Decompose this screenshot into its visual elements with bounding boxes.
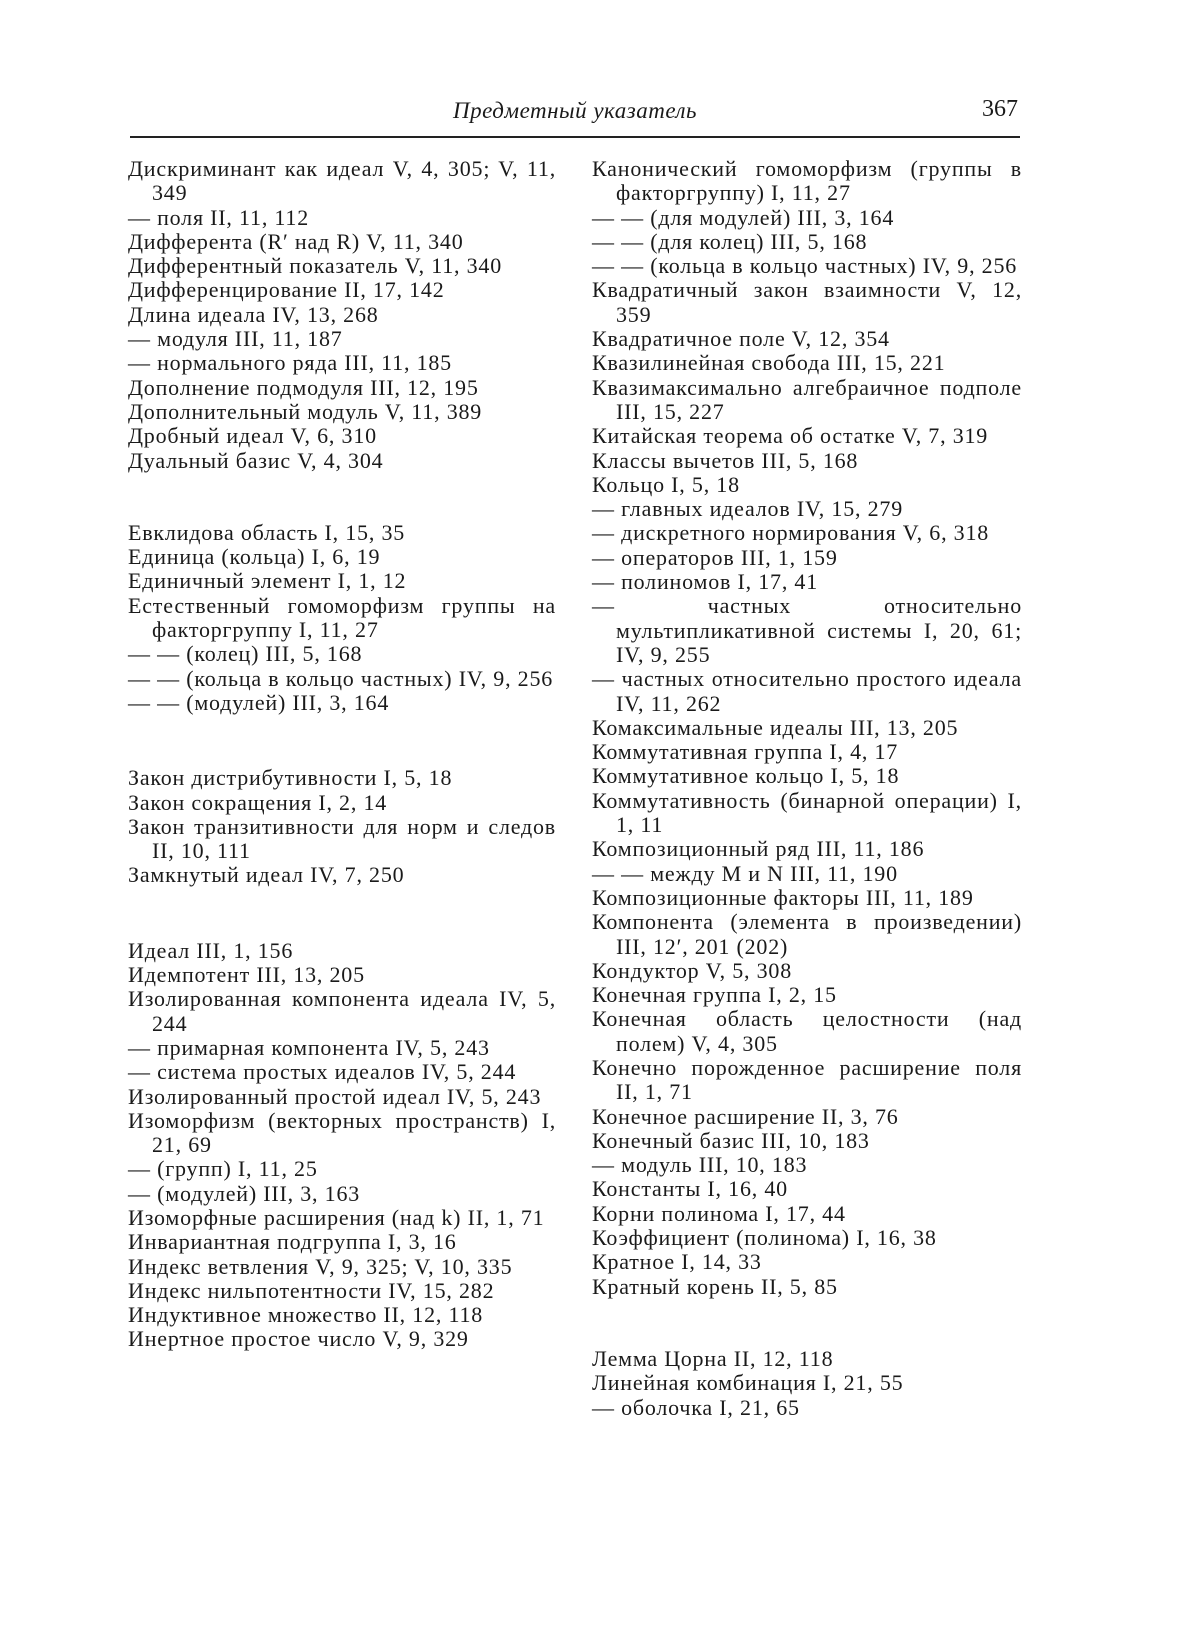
index-entry: Идемпотент III, 13, 205: [128, 962, 365, 988]
index-entry: — (модулей) III, 3, 163: [128, 1180, 361, 1206]
index-entry: Индекс ветвления V, 9, 325; V, 10, 335: [128, 1253, 513, 1279]
index-entry: Комаксимальные идеалы III, 13, 205: [592, 714, 959, 740]
index-entry: — — (для модулей) III, 3, 164: [592, 204, 895, 230]
index-entry: Конечный базис III, 10, 183: [592, 1127, 870, 1153]
index-entry: Лемма Цорна II, 12, 118: [592, 1345, 834, 1371]
index-entry: — частных относительно простого идеала IV, 11, 262: [592, 666, 1022, 716]
index-entry: Естественный гомоморфизм группы на факторгруппу I, 11, 27: [128, 592, 556, 643]
index-entry: Константы I, 16, 40: [592, 1176, 788, 1202]
index-entry: Композиционные факторы III, 11, 189: [592, 884, 974, 910]
index-entry: Изоморфизм (векторных пространств) I, 21, 69: [128, 1107, 556, 1158]
index-group-i: [128, 939, 556, 1352]
index-entry: Дуальный базис V, 4, 304: [128, 447, 384, 473]
index-entry: Замкнутый идеал IV, 7, 250: [128, 862, 405, 888]
index-entry: Кратный корень II, 5, 85: [592, 1273, 838, 1299]
index-entry: — — (для колец) III, 5, 168: [592, 228, 868, 254]
index-entry: Единичный элемент I, 1, 12: [128, 568, 407, 594]
index-entry: Композиционный ряд III, 11, 186: [592, 836, 925, 862]
index-entry: Закон дистрибутивности I, 5, 18: [128, 765, 453, 791]
index-entry: Коммутативность (бинарной операции) I, 1, 11: [592, 787, 1022, 838]
index-entry: Конечная область целостности (над полем) V, 4, 305: [592, 1006, 1022, 1056]
index-entry: Кольцо I, 5, 18: [592, 471, 740, 497]
index-entry: Канонический гомоморфизм (группы в факторгруппу) I, 11, 27: [592, 156, 1022, 206]
index-entry: Корни полинома I, 17, 44: [592, 1200, 846, 1226]
index-entry: — дискретного нормирования V, 6, 318: [592, 520, 990, 546]
index-entry: Идеал III, 1, 156: [128, 937, 294, 963]
index-entry: — модуль III, 10, 183: [592, 1152, 808, 1178]
index-entry: Евклидова область I, 15, 35: [128, 519, 406, 545]
index-entry: Дробный идеал V, 6, 310: [128, 423, 377, 449]
index-entry: Дополнение подмодуля III, 12, 195: [128, 374, 479, 400]
index-entry: — (групп) I, 11, 25: [128, 1156, 318, 1182]
index-entry: — — (модулей) III, 3, 164: [128, 689, 390, 715]
index-entry: Дифферентный показатель V, 11, 340: [128, 253, 503, 279]
index-entry: Индуктивное множество II, 12, 118: [128, 1302, 484, 1328]
index-entry: Изоморфные расширения (над k) II, 1, 71: [128, 1204, 545, 1230]
index-entry: Инертное простое число V, 9, 329: [128, 1326, 469, 1352]
index-entry: Изолированный простой идеал IV, 5, 243: [128, 1083, 542, 1109]
index-entry: Длина идеала IV, 13, 268: [128, 301, 379, 327]
index-entry: Дифферента (R′ над R) V, 11, 340: [128, 228, 464, 254]
index-entry: — система простых идеалов IV, 5, 244: [128, 1059, 517, 1085]
index-entry: — — (кольца в кольцо частных) IV, 9, 256: [592, 253, 1018, 279]
index-column-left: [128, 157, 556, 1352]
running-title: Предметный указатель: [453, 98, 697, 123]
index-entry: Изолированная компонента идеала IV, 5, 244: [128, 986, 556, 1036]
index-entry: Кондуктор V, 5, 308: [592, 957, 793, 983]
index-entry: Конечное расширение II, 3, 76: [592, 1103, 899, 1129]
index-entry: Индекс нильпотентности IV, 15, 282: [128, 1277, 495, 1303]
page-number: 367: [982, 96, 1018, 122]
index-entry: — частных относительно мультипликативной системы I, 20, 61; IV, 9, 255: [592, 593, 1022, 667]
index-entry: Дифференцирование II, 17, 142: [128, 277, 445, 303]
index-entry: — операторов III, 1, 159: [592, 544, 838, 570]
index-group-k: [592, 157, 1022, 1299]
running-header: [130, 96, 1020, 138]
index-group-e: [128, 521, 556, 715]
index-entry: Коэффициент (полинома) I, 16, 38: [592, 1225, 937, 1251]
index-entry: — — (кольца в кольцо частных) IV, 9, 256: [128, 665, 554, 691]
index-entry: Закон транзитивности для норм и следов II, 10, 111: [128, 813, 556, 864]
index-entry: Компонента (элемента в произведении) III, 12′, 201 (202): [592, 909, 1022, 959]
index-entry: Кратное I, 14, 33: [592, 1249, 762, 1275]
index-entry: — — (колец) III, 5, 168: [128, 641, 363, 667]
index-entry: — примарная компонента IV, 5, 243: [128, 1034, 490, 1060]
index-group-l: [592, 1347, 1022, 1420]
index-entry: — — между M и N III, 11, 190: [592, 860, 898, 886]
index-entry: — оболочка I, 21, 65: [592, 1394, 800, 1420]
index-entry: — нормального ряда III, 11, 185: [128, 350, 452, 376]
index-entry: Коммутативная группа I, 4, 17: [592, 739, 899, 765]
index-group-z: [128, 766, 556, 887]
index-entry: Коммутативное кольцо I, 5, 18: [592, 763, 900, 789]
index-entry: Классы вычетов III, 5, 168: [592, 447, 859, 473]
index-entry: Закон сокращения I, 2, 14: [128, 789, 388, 815]
index-entry: Конечно порожденное расширение поля II, 1, 71: [592, 1054, 1022, 1105]
index-entry: Китайская теорема об остатке V, 7, 319: [592, 423, 989, 449]
index-entry: Дополнительный модуль V, 11, 389: [128, 398, 483, 424]
index-column-right: [592, 157, 1022, 1420]
index-entry: Линейная комбинация I, 21, 55: [592, 1370, 904, 1396]
index-entry: Дискриминант как идеал V, 4, 305; V, 11, 349: [128, 156, 556, 206]
index-entry: Инвариантная подгруппа I, 3, 16: [128, 1229, 457, 1255]
index-entry: Квадратичный закон взаимности V, 12, 359: [592, 277, 1022, 327]
index-entry: Квазимаксимально алгебраичное подполе III, 15, 227: [592, 374, 1022, 424]
index-group-d: [128, 157, 556, 473]
index-entry: — главных идеалов IV, 15, 279: [592, 496, 903, 522]
index-entry: Конечная группа I, 2, 15: [592, 982, 837, 1008]
index-entry: Квадратичное поле V, 12, 354: [592, 326, 890, 352]
index-entry: Квазилинейная свобода III, 15, 221: [592, 350, 946, 376]
index-entry: Единица (кольца) I, 6, 19: [128, 544, 381, 570]
index-entry: — поля II, 11, 112: [128, 204, 310, 230]
index-entry: — полиномов I, 17, 41: [592, 569, 819, 595]
index-entry: — модуля III, 11, 187: [128, 326, 343, 352]
